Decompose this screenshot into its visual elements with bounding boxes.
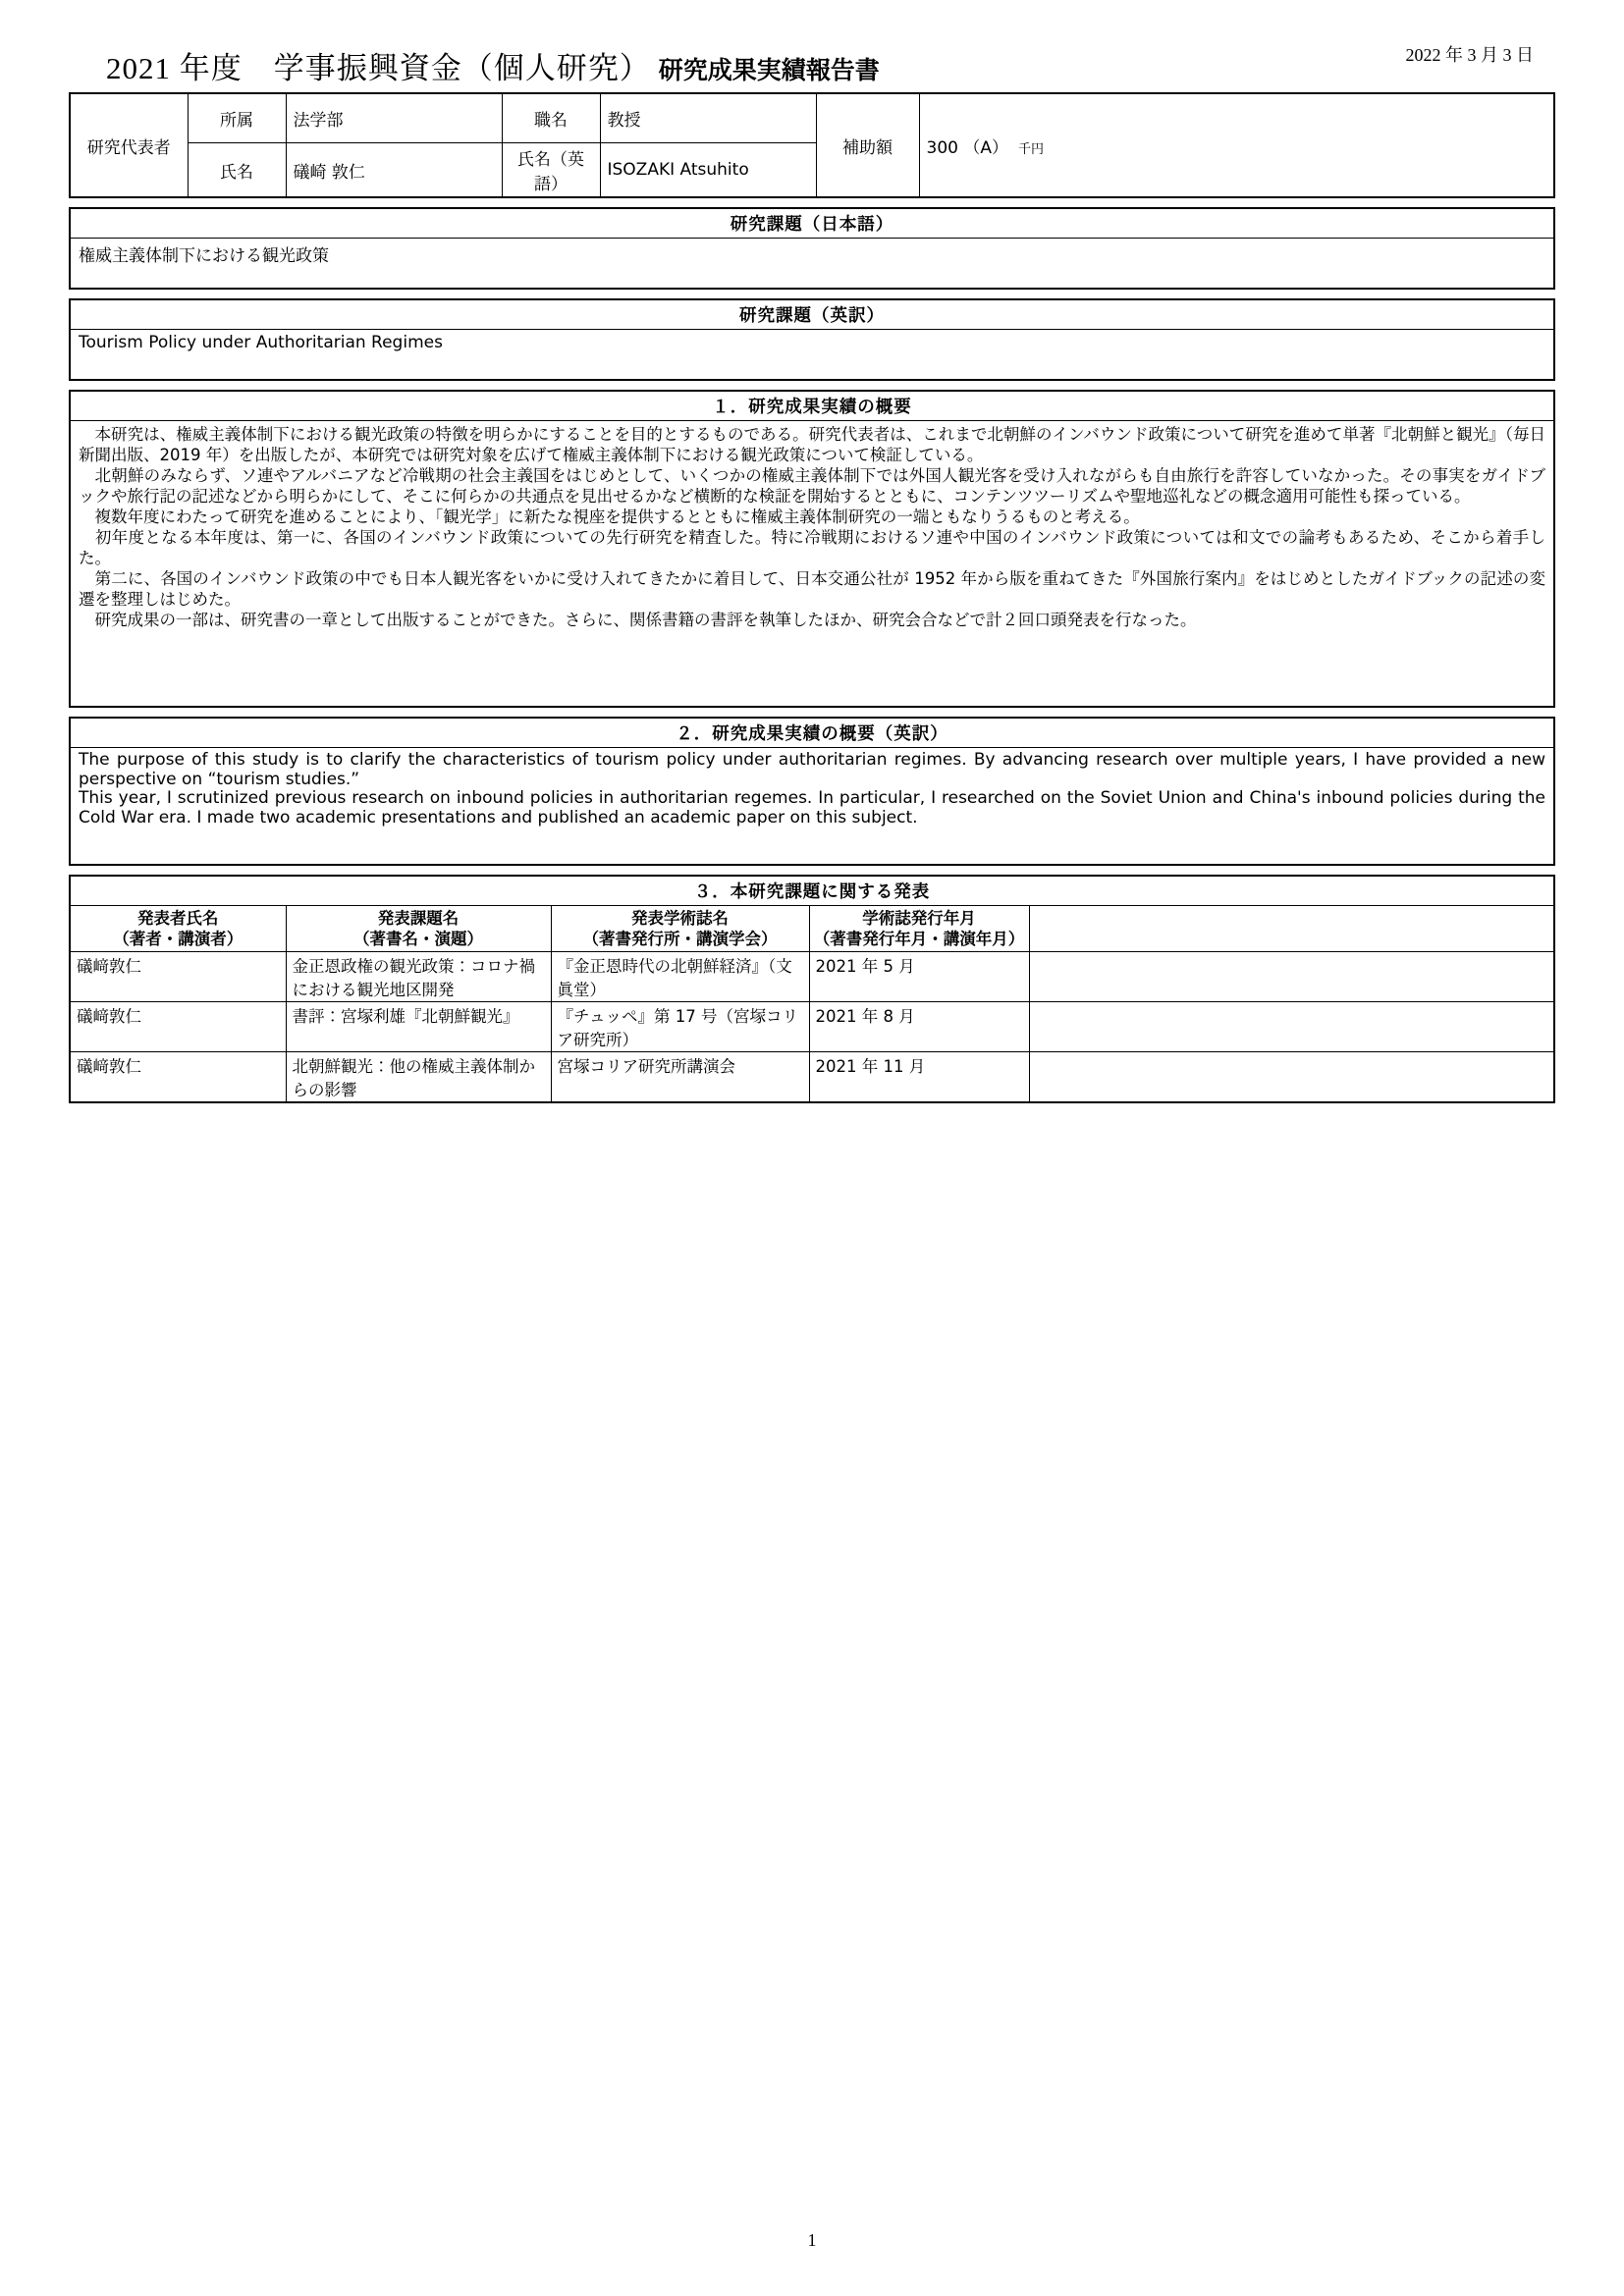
name-value: 礒崎 敦仁 [286, 143, 502, 198]
affiliation-value: 法学部 [286, 93, 502, 143]
column-header-line: （著書発行所・講演学会） [582, 930, 778, 948]
page-number: 1 [807, 2230, 817, 2250]
topic-ja-header: 研究課題（日本語） [71, 209, 1553, 239]
summary-ja-section [69, 390, 1555, 708]
table-row [70, 1002, 1554, 1052]
position-label: 職名 [502, 93, 600, 143]
document-title-main: 2021 年度 学事振興資金（個人研究） [106, 51, 651, 85]
presentation-title: 金正恩政権の観光政策：コロナ禍における観光地区開発 [286, 952, 551, 1002]
summary-ja-paragraph: 北朝鮮のみならず、ソ連やアルバニアなど冷戦期の社会主義国をはじめとして、いくつかの権威主義体制下では外国人観光客を受け入れながらも自由旅行を許容していなかった。その事実をガイドブックや旅行記の記述などから明らかにして、そこに何らかの共通点を見出せるかなど横断的な検証を開始するとともに、コンテンツツーリズムや聖地巡礼などの概念適用可能性も探っている。 [79, 466, 1545, 506]
presentation-empty-cell [1029, 952, 1554, 1002]
researcher-info-table [69, 92, 1555, 198]
column-header-journal [551, 906, 809, 952]
column-header-line: 発表者氏名 [137, 909, 219, 928]
position-value: 教授 [600, 93, 816, 143]
presentations-header: ３．本研究課題に関する発表 [70, 876, 1554, 906]
table-row [70, 1052, 1554, 1103]
subsidy-label: 補助額 [816, 93, 919, 197]
column-header-author [70, 906, 286, 952]
summary-ja-paragraph: 初年度となる本年度は、第一に、各国のインバウンド政策についての先行研究を精査した。特に冷戦期におけるソ連や中国のインバウンド政策については和文での論考もあるため、そこから着手した。 [79, 528, 1545, 567]
presentation-author: 礒﨑敦仁 [70, 1002, 286, 1052]
subsidy-unit: 千円 [1017, 141, 1044, 157]
column-header-line: 学術誌発行年月 [862, 909, 976, 928]
column-header-date [809, 906, 1029, 952]
presentations-section-header-row [70, 876, 1554, 906]
name-en-value: ISOZAKI Atsuhito [600, 143, 816, 198]
table-row [70, 952, 1554, 1002]
presentation-date: 2021 年 11 月 [809, 1052, 1029, 1103]
info-row-1 [70, 93, 1554, 143]
summary-en-header: ２．研究成果実績の概要（英訳） [71, 719, 1553, 748]
document-title-sub: 研究成果実績報告書 [658, 56, 880, 84]
subsidy-value: 300 （A） [926, 137, 1008, 158]
summary-ja-paragraph: 第二に、各国のインバウンド政策の中でも日本人観光客をいかに受け入れてきたかに着目して、日本交通公社が 1952 年から版を重ねてきた『外国旅行案内』をはじめとしたガイドブックの記述の変遷を整理しはじめた。 [79, 569, 1545, 609]
presentations-column-header-row [70, 906, 1554, 952]
column-header-line: （著者・講演者） [113, 930, 244, 948]
presentation-title: 書評：宮塚利雄『北朝鮮観光』 [286, 1002, 551, 1052]
topic-ja-content: 権威主義体制下における観光政策 [79, 246, 329, 266]
presentations-table [69, 875, 1555, 1103]
name-en-label: 氏名（英語） [502, 143, 600, 198]
presentation-author: 礒﨑敦仁 [70, 952, 286, 1002]
summary-ja-content [71, 421, 1553, 706]
presentation-journal: 『金正恩時代の北朝鮮経済』（文眞堂） [551, 952, 809, 1002]
column-header-title [286, 906, 551, 952]
presentation-journal: 宮塚コリア研究所講演会 [551, 1052, 809, 1103]
document-title [106, 43, 880, 87]
summary-en-paragraph: This year, I scrutinized previous research on inbound policies in authoritarian regemes. In particular, I researched on the Soviet Union and China's inbound policies during the Cold War era. I made two academic presentations and published an academic paper on this subject. [79, 788, 1545, 828]
topic-ja-section [69, 207, 1555, 290]
column-header-line: 発表課題名 [377, 909, 460, 928]
summary-en-paragraph: The purpose of this study is to clarify the characteristics of tourism policy under authoritarian regimes. By advancing research over multiple years, I have provided a new perspective on “tourism studies.” [79, 750, 1545, 789]
topic-en-header: 研究課題（英訳） [71, 300, 1553, 330]
subsidy-value-cell [919, 93, 1554, 197]
presentation-empty-cell [1029, 1002, 1554, 1052]
summary-ja-paragraph: 本研究は、権威主義体制下における観光政策の特徴を明らかにすることを目的とするものである。研究代表者は、これまで北朝鮮のインバウンド政策について研究を進めて単著『北朝鮮と観光』（毎日新聞出版、2019 年）を出版したが、本研究では研究対象を広げて権威主義体制下における観光政策について検証している。 [79, 425, 1545, 464]
summary-ja-paragraph: 複数年度にわたって研究を進めることにより、「観光学」に新たな視座を提供するとともに権威主義体制研究の一端ともなりうるものと考える。 [79, 507, 1140, 526]
topic-en-section [69, 298, 1555, 381]
presentation-journal: 『チュッペ』第 17 号（宮塚コリア研究所） [551, 1002, 809, 1052]
presentation-author: 礒﨑敦仁 [70, 1052, 286, 1103]
presentation-empty-cell [1029, 1052, 1554, 1103]
affiliation-label: 所属 [188, 93, 286, 143]
column-header-line: （著書発行年月・講演年月） [813, 930, 1025, 948]
document [69, 39, 1555, 1103]
researcher-label: 研究代表者 [70, 93, 188, 197]
topic-en-content: Tourism Policy under Authoritarian Regimes [79, 333, 443, 352]
presentation-date: 2021 年 8 月 [809, 1002, 1029, 1052]
column-header-line: 発表学術誌名 [631, 909, 729, 928]
document-date: 2022 年 3 月 3 日 [1405, 45, 1534, 65]
summary-ja-header: １．研究成果実績の概要 [71, 392, 1553, 421]
presentation-title: 北朝鮮観光：他の権威主義体制からの影響 [286, 1052, 551, 1103]
summary-en-content [71, 748, 1553, 864]
column-header-empty [1029, 906, 1554, 952]
document-header [69, 39, 1555, 92]
name-label: 氏名 [188, 143, 286, 198]
summary-ja-paragraph: 研究成果の一部は、研究書の一章として出版することができた。さらに、関係書籍の書評を執筆したほか、研究会合などで計２回口頭発表を行なった。 [79, 611, 1197, 629]
summary-en-section [69, 717, 1555, 866]
column-header-line: （著書名・演題） [353, 930, 483, 948]
presentation-date: 2021 年 5 月 [809, 952, 1029, 1002]
